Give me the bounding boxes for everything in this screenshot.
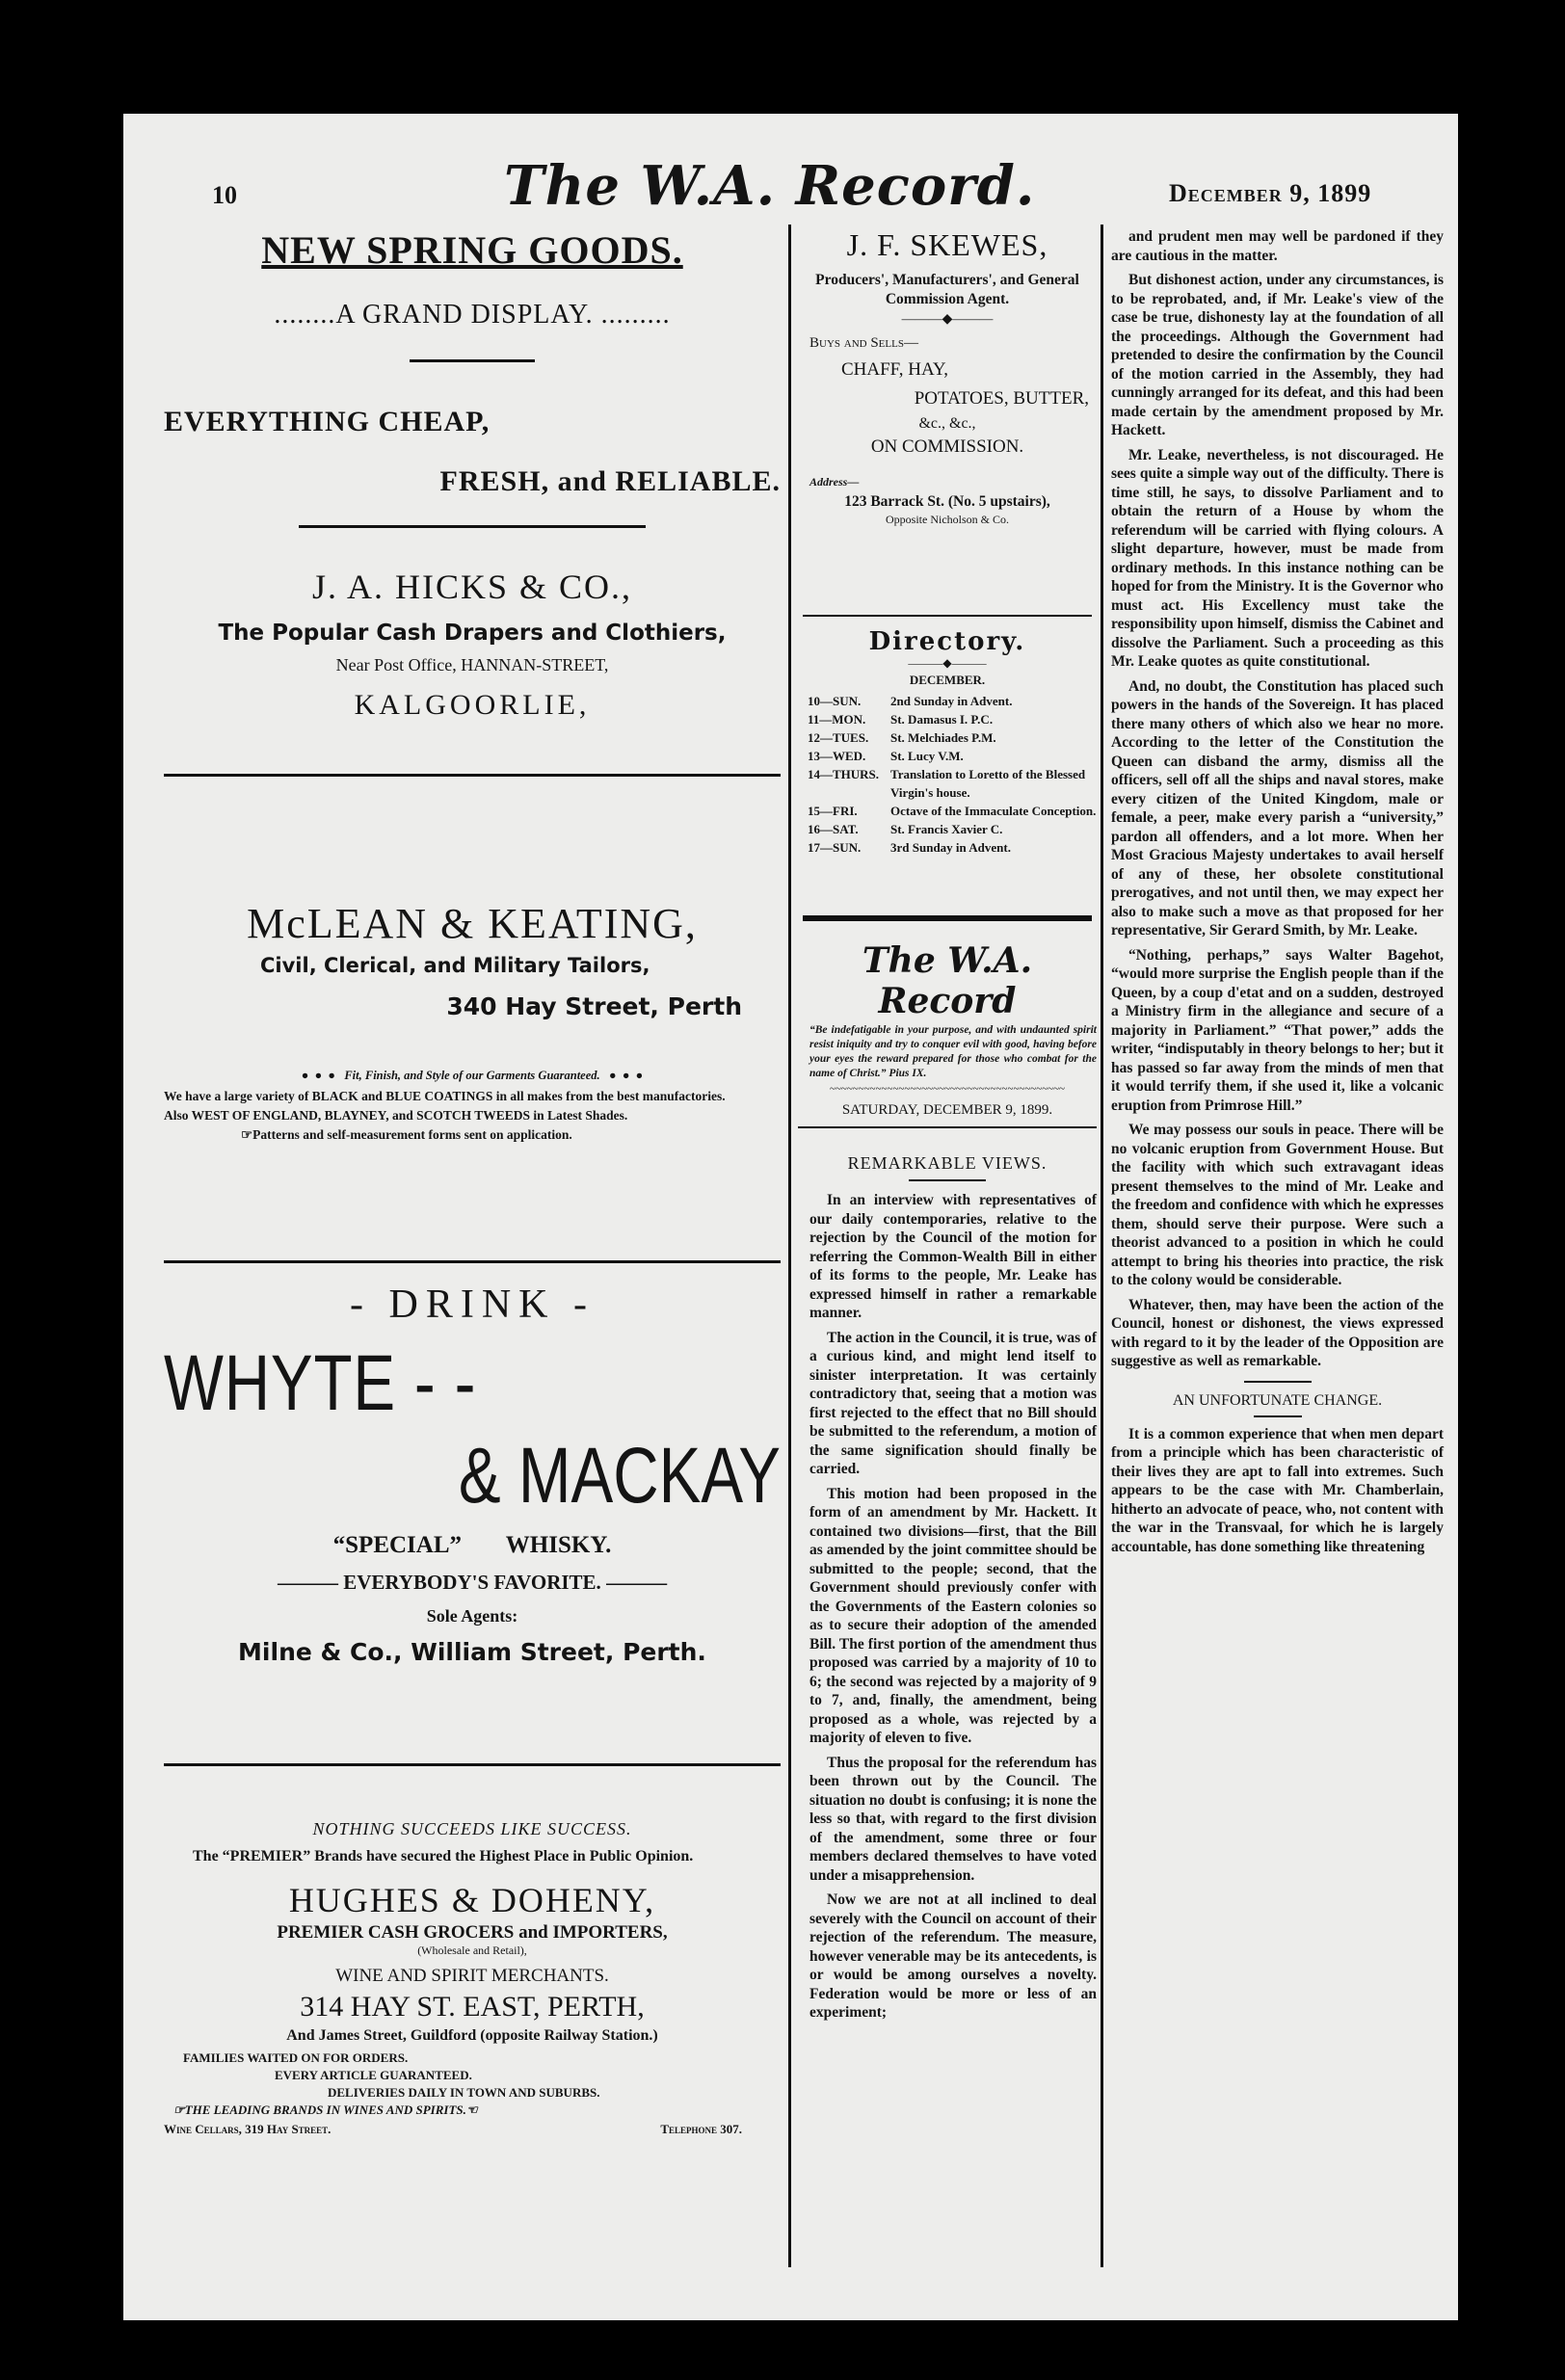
company-name: J. F. SKEWES,	[846, 227, 1048, 262]
directory-day: 16—SAT.	[808, 822, 859, 836]
ad-spring-goods	[164, 227, 781, 722]
ad-text: FAMILIES WAITED ON FOR ORDERS.	[183, 2050, 409, 2065]
paragraph: And, no doubt, the Constitution has placed such powers in the hands of the Sovereign. It has placed there many others of which also we hear no more. According to the letter of the Constitution the Queen can disband the army, dismiss all the officers, sell off all the ships and naval stores, make every citizen of the United Kingdom, male or female, a peer, make every parish a “university,” pardon all offenders, and a lot more. When her Most Gracious Majesty undertakes to avail herself of any of these, her obsolete constitutional prerogatives, and not until then, we may expect her also to make such a move as that proposed for her representative, Sir Gerard Smith, by Mr. Leake.	[1111, 677, 1444, 939]
paragraph: We may possess our souls in peace. There will be no volcanic eruption from Government House. But the facility with which such extravagant ideas present themselves to the mind of Mr. Leake and the freedom and confidence with which he expresses them, should serve their purpose. Were such a theorist advanced to a position in which he could attempt to bring his theories into practice, the risk to the colony would be considerable.	[1111, 1122, 1444, 1288]
ad-buys: Buys and Sells—	[809, 335, 918, 351]
directory-text: Translation to Loretto of the Blessed Virgin's house.	[890, 767, 1086, 800]
directory-entry	[808, 838, 1097, 857]
divider	[803, 615, 1092, 617]
ad-trade: Civil, Clerical, and Military Tailors,	[260, 954, 650, 977]
directory	[798, 627, 1097, 857]
directory-text: 3rd Sunday in Advent.	[890, 840, 1011, 855]
brand-name: WHYTE - -	[164, 1339, 477, 1427]
directory-entry	[808, 747, 1097, 765]
ad-trade: Producers', Manufacturers', and General Commission Agent.	[815, 272, 1079, 307]
ad-sub: (Wholesale and Retail),	[417, 1944, 527, 1957]
divider	[909, 1179, 986, 1181]
paragraph: “Nothing, perhaps,” says Walter Bagehot, “would more surprise the English people than if the Queen, by a coup d'etat and on a sudden, destroyed a Ministry firm in the allegiance and secure of a majority in Parliament.” “That power,” adds the writer, “indisputably in theory belongs to her; but it has passed so far away from the minds of men that it would terrify them, if she used it, like a volcanic eruption from Primrose Hill.”	[1111, 946, 1444, 1114]
divider	[164, 774, 781, 777]
ad-address: 340 Hay Street, Perth	[446, 992, 742, 1020]
divider	[164, 1763, 781, 1766]
divider	[1244, 1381, 1312, 1383]
directory-day: 14—THURS.	[808, 767, 880, 781]
ad-address: And James Street, Guildford (opposite Railway Station.)	[286, 2027, 658, 2044]
paragraph: The action in the Council, it is true, was of a curious kind, and might lend itself to sinister interpretation. It was certainly contradictory that, seeing that a motion was first rejected to the effect that no Bill should be submitted to the referendum, a motion of the same signification should finally be carried.	[809, 1329, 1097, 1477]
brand-name: & MACKAY	[458, 1432, 781, 1520]
ad-address: 123 Barrack St. (No. 5 upstairs),	[844, 493, 1050, 510]
divider	[410, 359, 535, 362]
divider	[299, 525, 646, 528]
directory-list	[808, 692, 1097, 857]
paragraph: Whatever, then, may have been the action of the Council, honest or dishonest, the views expressed with regard to it by the leader of the Opposition are suggestive as well as remarkable.	[1111, 1296, 1444, 1369]
directory-entry	[808, 710, 1097, 728]
directory-day: 15—FRI.	[808, 804, 858, 818]
editorial-motto: “Be indefatigable in your purpose, and with undaunted spirit resist iniquity and try to conquer evil with good, having before your eyes the reward prepared for those who combat for the name of Christ.” Pius IX.	[809, 1024, 1097, 1079]
divider-ornament: ———◆———	[908, 656, 987, 670]
ad-drink: - DRINK -	[350, 1283, 595, 1327]
ad-mclean-keating	[164, 899, 781, 1143]
ad-tagline: The Popular Cash Drapers and Clothiers,	[218, 621, 727, 646]
ad-trade: PREMIER CASH GROCERS and IMPORTERS,	[277, 1922, 668, 1943]
directory-entry	[808, 820, 1097, 838]
paragraph: It is a common experience that when men depart from a principle which has been characteristic of their lives they are apt to fall into extremes. Such appears to be the case with Mr. Chamberlain, hitherto an advocate of peace, who, not content with the war in the Transvaal, for which he is largely accountable, has done something like threatening	[1111, 1425, 1444, 1555]
ad-text: ☞Patterns and self-measurement forms sent on application.	[241, 1127, 572, 1142]
directory-text: St. Francis Xavier C.	[890, 822, 1003, 836]
issue-date: December 9, 1899	[1169, 179, 1372, 207]
ad-goods: &c., &c.,	[918, 415, 976, 432]
company-name: McLEAN & KEATING,	[247, 900, 698, 947]
company-name: J. A. HICKS & CO.,	[311, 568, 633, 606]
directory-text: St. Damasus I. P.C.	[890, 712, 994, 727]
directory-title: Directory.	[868, 627, 1026, 656]
directory-day: 13—WED.	[808, 749, 866, 763]
directory-day: 11—MON.	[808, 712, 866, 727]
divider	[798, 1126, 1097, 1128]
ad-subtitle: ........A GRAND DISPLAY. .........	[274, 300, 671, 330]
editorial-dateline: SATURDAY, DECEMBER 9, 1899.	[841, 1102, 1053, 1118]
ad-agents-label: Sole Agents:	[426, 1606, 518, 1626]
paragraph: and prudent men may well be pardoned if they are cautious in the matter.	[1111, 228, 1444, 264]
divider-ornament: ~~~~~~~~~~~~~~~~~~~~~~~~~~~~~~~~~~~~~~~~~	[830, 1083, 1065, 1095]
ad-goods: POTATOES, BUTTER,	[914, 388, 1089, 409]
paragraph: In an interview with representatives of our daily contemporaries, relative to the rejection by the Council of the motion for referring the Common-Wealth Bill in either of its forms to the people, Mr. Leake has expressed himself in rather a remarkable manner.	[809, 1192, 1097, 1321]
ad-goods: CHAFF, HAY,	[841, 359, 948, 380]
ad-text: DELIVERIES DAILY IN TOWN AND SUBURBS.	[328, 2085, 600, 2100]
ad-opposite: Opposite Nicholson & Co.	[886, 513, 1009, 526]
newspaper-page	[123, 114, 1458, 2320]
ad-line: FRESH, and RELIABLE.	[439, 465, 781, 497]
editorial-heading: AN UNFORTUNATE CHANGE.	[1172, 1391, 1383, 1409]
ad-telephone: Telephone 307.	[660, 2122, 742, 2136]
ad-guarantee: ● ● ● Fit, Finish, and Style of our Garments Guaranteed. ● ● ●	[301, 1069, 644, 1082]
editorial-body	[809, 1191, 1097, 2023]
masthead: The W.A. Record.	[504, 154, 1036, 218]
company-name: HUGHES & DOHENY,	[288, 1881, 656, 1919]
editorial-continued	[1111, 227, 1444, 1562]
paragraph: Thus the proposal for the referendum has been thrown out by the Council. The situation no doubt is confusing; it is none the less so that, with regard to the first division of the amendment, some three or four members declared themselves to have voted under a misapprehension.	[809, 1754, 1097, 1884]
directory-day: 12—TUES.	[808, 730, 869, 745]
paragraph: This motion had been proposed in the form of an amendment by Mr. Hackett. It contained two divisions—first, that the Bill as amended by the joint committee should be submitted to the people; second, that the Government should previously confer with the Governments of the Eastern colonies so as to secure their adoption of the amended Bill. The first portion of the amendment thus proposed was carried by a majority of 10 to 6; the second was rejected by a majority of 9 to 7, and, finally, the amendment, being proposed as a whole, was rejected by a majority of eleven to five.	[809, 1485, 1097, 1746]
directory-text: St. Lucy V.M.	[890, 749, 964, 763]
ad-address-label: Address—	[809, 475, 860, 489]
page-number: 10	[212, 181, 237, 209]
ad-text: ☞THE LEADING BRANDS IN WINES AND SPIRITS.☜	[173, 2102, 478, 2117]
editorial-body	[1111, 227, 1444, 1371]
ad-skewes	[798, 227, 1097, 527]
ad-footer	[164, 2122, 781, 2137]
directory-text: 2nd Sunday in Advent.	[890, 694, 1013, 708]
ad-hughes-doheny	[164, 1819, 781, 2137]
directory-text: St. Melchiades P.M.	[890, 730, 996, 745]
directory-entry	[808, 692, 1097, 710]
directory-text: Octave of the Immaculate Conception.	[890, 804, 1097, 818]
directory-entry	[808, 765, 1097, 802]
ad-line: EVERYTHING CHEAP,	[164, 406, 491, 437]
paragraph: Mr. Leake, nevertheless, is not discouraged. He sees quite a simple way out of the difficulty. There is time still, he says, to dissolve Parliament and to obtain the return of a House by whom the referendum will be carried with flying colours. A slight departure, however, must be made from ordinary methods. In this instance nothing can be hoped for from the Ministry. It is the Governor who must act. His Excellency must take the responsibility upon himself, dismiss the Cabinet and dissolve the Parliament. Such a proceeding as this Mr. Leake quotes as quite constitutional.	[1111, 446, 1444, 670]
ad-town: KALGOORLIE,	[354, 689, 591, 721]
paragraph: But dishonest action, under any circumstances, is to be reprobated, and, if Mr. Leake's view of the case be true, dishonesty lay at the foundation of all the proceedings. Although the Government had pretended to desire the confirmation by the Council of the motion carried in the Assembly, they had cunningly arranged for its defeat, and this had been made certain by the amendment proposed by Mr. Hackett.	[1111, 272, 1444, 438]
ad-goods: ON COMMISSION.	[870, 436, 1024, 457]
ad-text: Also WEST OF ENGLAND, BLAYNEY, and SCOTCH TWEEDS in Latest Shades.	[164, 1108, 628, 1123]
ad-text: We have a large variety of BLACK and BLUE COATINGS in all makes from the best manufactories.	[164, 1089, 726, 1103]
directory-day: 10—SUN.	[808, 694, 862, 708]
divider	[164, 1260, 781, 1263]
divider-thick	[803, 915, 1092, 921]
editorial-body	[1111, 1425, 1444, 1557]
directory-entry	[808, 728, 1097, 747]
column-rule-2	[1101, 225, 1103, 2267]
ad-title: NEW SPRING GOODS.	[261, 228, 683, 272]
ad-whisky	[164, 1282, 781, 1666]
editorial-masthead: The W.A. Record	[862, 940, 1033, 1021]
ad-special: “SPECIAL” WHISKY.	[332, 1532, 612, 1558]
directory-entry	[808, 802, 1097, 820]
paragraph: Now we are not at all inclined to deal severely with the Council on account of their rejection of the referendum. The measure, however venerable may be its antecedents, is or would be among ourselves a novelty. Federation would be more or less of an experiment;	[809, 1891, 1097, 2021]
ad-address: Near Post Office, HANNAN-STREET,	[335, 655, 609, 674]
editorial-heading: REMARKABLE VIEWS.	[847, 1153, 1048, 1173]
ad-wine: WINE AND SPIRIT MERCHANTS.	[335, 1966, 609, 1986]
ad-text: EVERY ARTICLE GUARANTEED.	[275, 2068, 472, 2082]
ad-address: 314 HAY ST. EAST, PERTH,	[300, 1991, 645, 2023]
directory-month: DECEMBER.	[909, 673, 986, 687]
ad-cellars: Wine Cellars, 319 Hay Street.	[164, 2122, 332, 2136]
directory-day: 17—SUN.	[808, 840, 862, 855]
divider-ornament: ———◆———	[901, 312, 994, 327]
ad-motto: NOTHING SUCCEEDS LIKE SUCCESS.	[312, 1819, 632, 1838]
ad-premier: The “PREMIER” Brands have secured the Highest Place in Public Opinion.	[193, 1848, 694, 1864]
column-rule-1	[788, 225, 791, 2267]
editorial	[798, 940, 1097, 2028]
ad-agents: Milne & Co., William Street, Perth.	[238, 1638, 706, 1666]
divider	[1254, 1415, 1302, 1417]
ad-favorite: ——— EVERYBODY'S FAVORITE. ———	[277, 1571, 668, 1594]
